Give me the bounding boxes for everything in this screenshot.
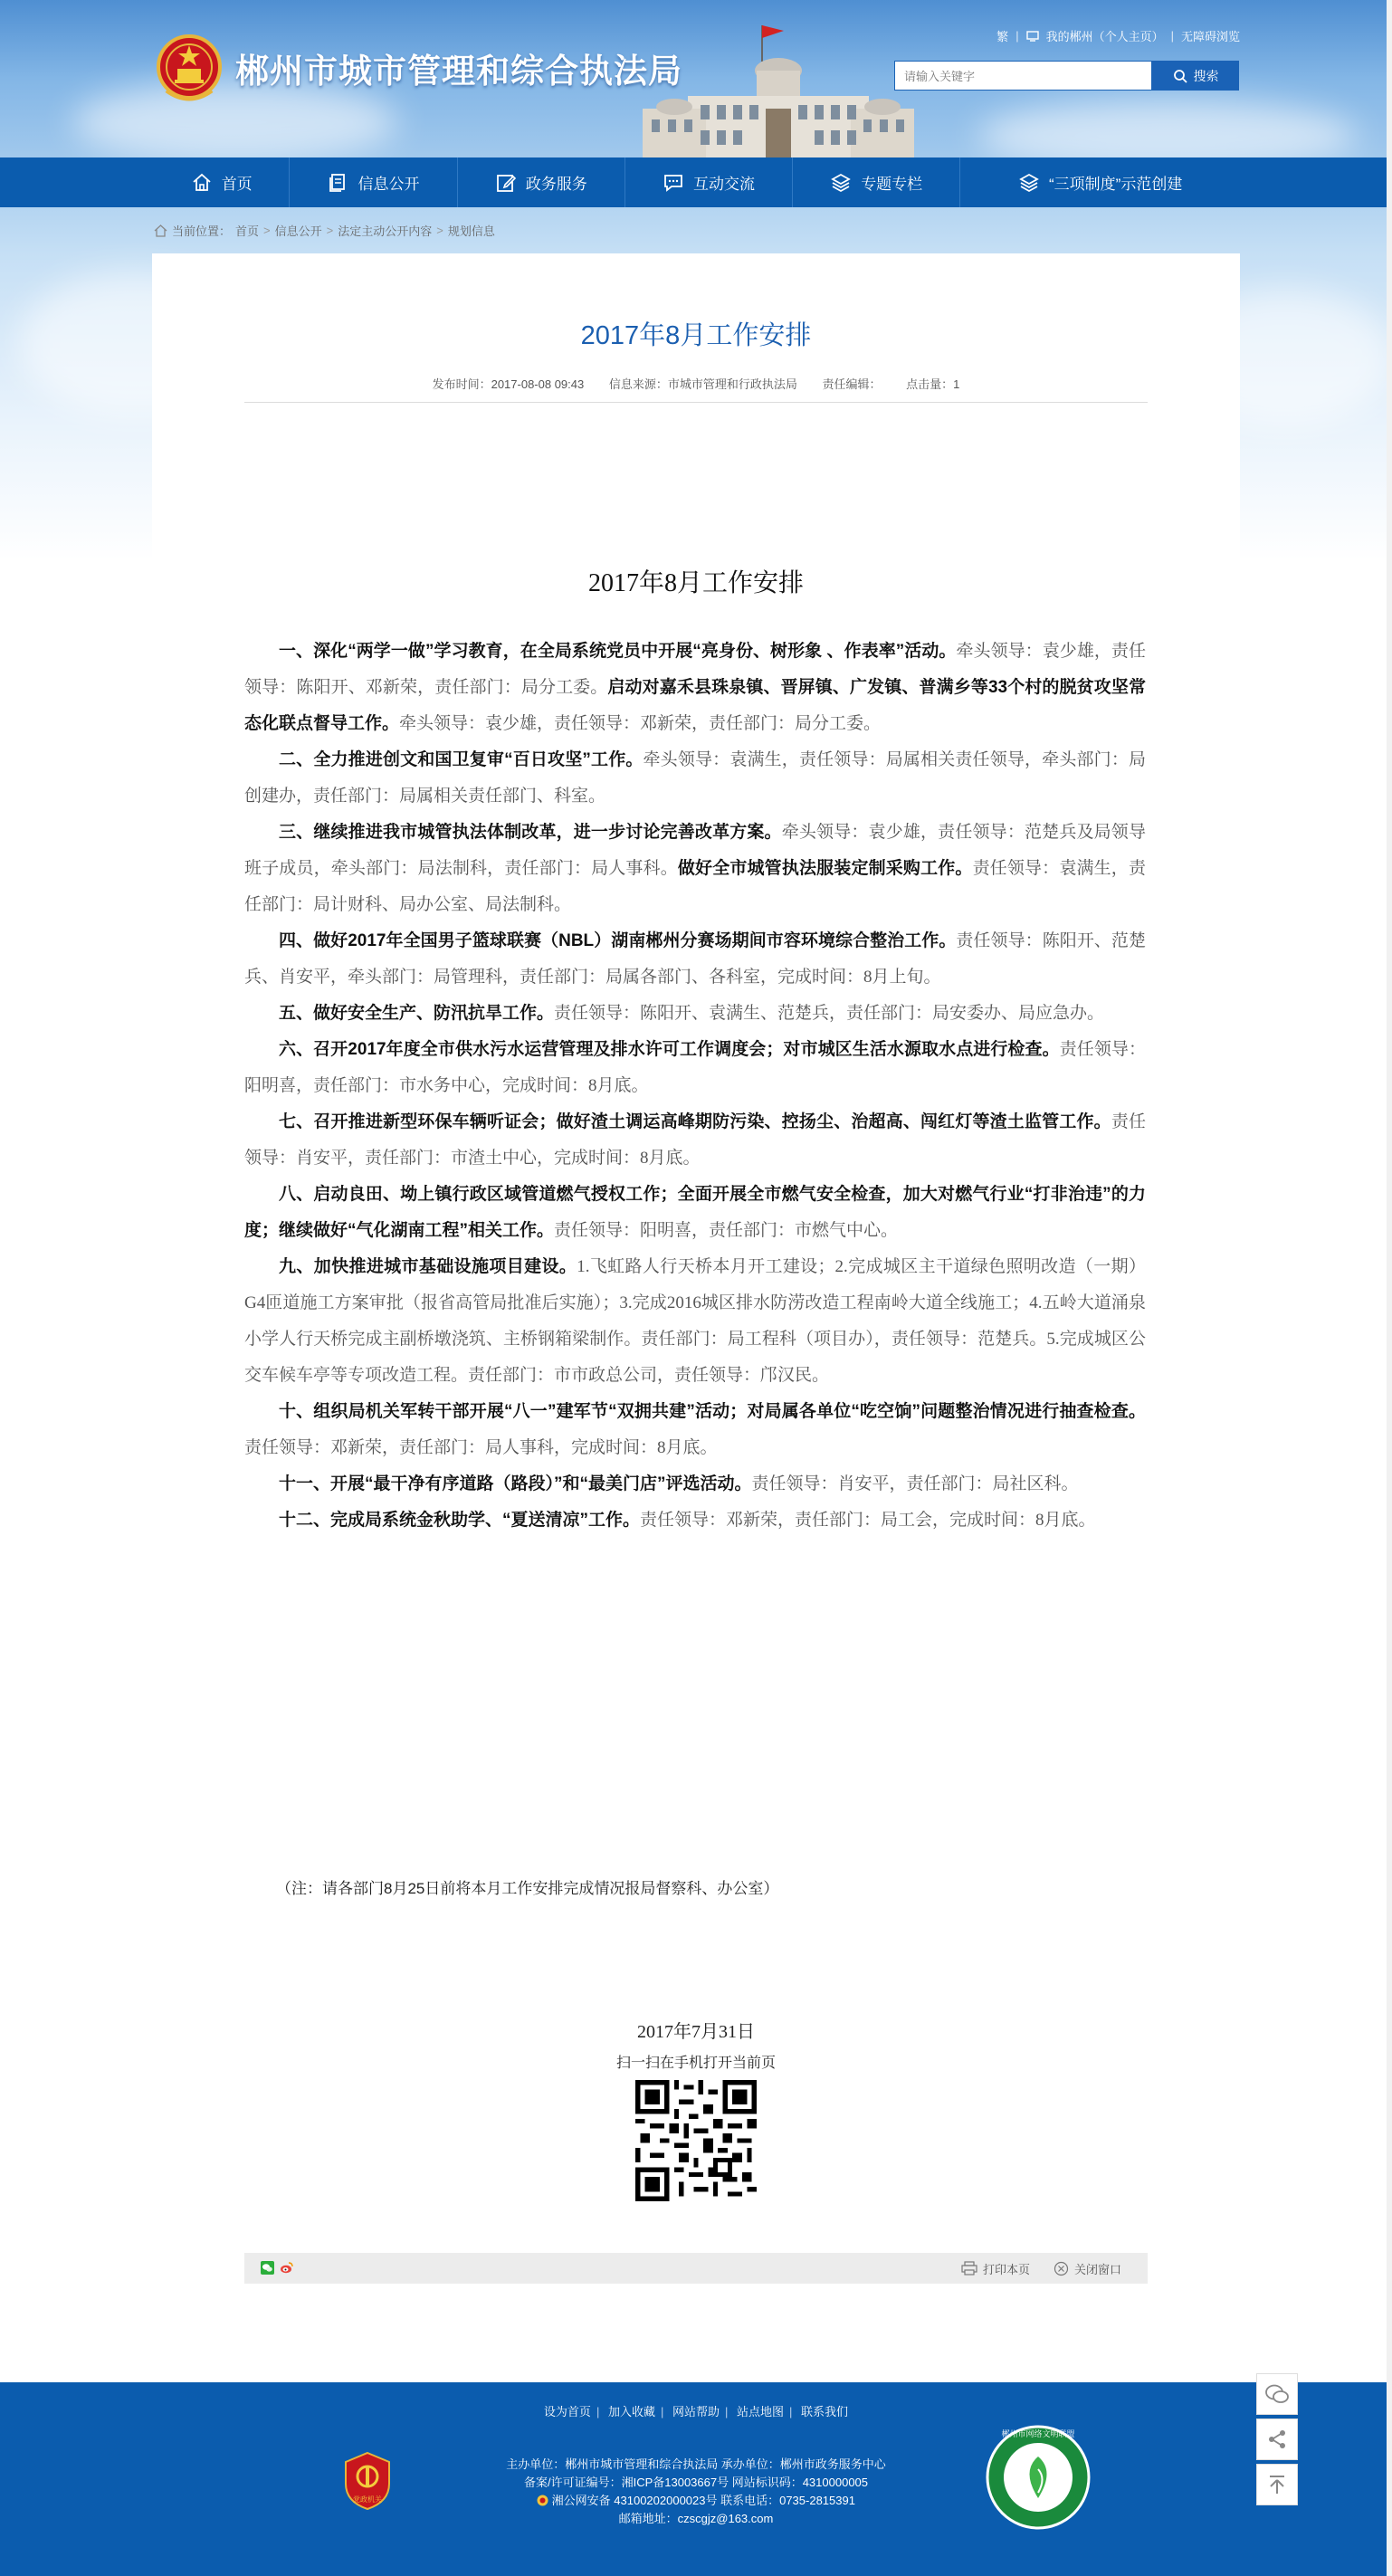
- breadcrumb: 当前位置： 首页 > 信息公开 > 法定主动公开内容 > 规划信息: [154, 222, 495, 239]
- info-source: 信息来源：市城市管理和行政执法局: [608, 377, 797, 391]
- footer-link-add-favorite[interactable]: 加入收藏: [607, 2405, 655, 2419]
- article-meta: [0, 375, 1392, 392]
- traditional-chinese-link[interactable]: 繁: [996, 30, 1009, 43]
- nav-item-home[interactable]: 首页: [154, 157, 290, 207]
- network-civilization-badge[interactable]: [985, 2424, 1092, 2531]
- nav-item-interaction[interactable]: 互动交流: [625, 157, 793, 207]
- floating-toolbar: [1256, 2373, 1298, 2509]
- breadcrumb-item[interactable]: 法定主动公开内容: [338, 224, 433, 238]
- article-paragraph: 五、做好安全生产、防汛抗旱工作。责任领导：陈阳开、袁满生、范楚兵，责任部门：局安委办、局应急办。: [279, 1004, 1105, 1023]
- footer-icp: 备案/许可证编号：湘ICP备13003667号 网站标识码：4310000005: [523, 2476, 869, 2489]
- share-toolbar: [244, 2253, 1148, 2284]
- qr-caption: 扫一扫在手机打开当前页: [615, 2056, 776, 2071]
- breadcrumb-item[interactable]: 信息公开: [274, 224, 322, 238]
- search-button-label: 搜索: [1193, 68, 1219, 83]
- share-icon: [1266, 2428, 1288, 2450]
- nav-item-three-systems[interactable]: “三项制度”示范创建: [960, 157, 1240, 207]
- article-note: （注：请各部门8月25日前将本月工作安排完成情况报局督察科、办公室）: [276, 1880, 779, 1897]
- svg-text:党政机关: 党政机关: [353, 2495, 382, 2504]
- article-paragraph: 十一、开展“最干净有序道路（路段）”和“最美门店”评选活动。责任领导：肖安平，责任部门：局社区科。: [279, 1474, 1079, 1493]
- search-button[interactable]: [1152, 61, 1239, 91]
- footer-link-contact[interactable]: 联系我们: [801, 2405, 849, 2419]
- search-icon: [1173, 69, 1187, 83]
- qr-code-image: [635, 2080, 757, 2201]
- nav-item-government-services[interactable]: 政务服务: [458, 157, 625, 207]
- top-links: 繁 | 我的郴州（个人主页） | 无障碍浏览: [996, 29, 1240, 43]
- article-paragraph: 八、启动良田、坳上镇行政区域管道燃气授权工作；全面开展全市燃气安全检查，加大对燃气行业“打非治违”的力度；继续做好“气化湖南工程”相关工作。责任领导：阳明喜，责任部门：市燃气中心。: [244, 1185, 1146, 1240]
- main-nav: [0, 157, 1392, 207]
- wechat-icon[interactable]: [261, 2261, 274, 2275]
- accessibility-link[interactable]: 无障碍浏览: [1180, 30, 1240, 43]
- breadcrumb-item[interactable]: 首页: [235, 224, 260, 238]
- chat-icon: [663, 172, 684, 194]
- share-float-button[interactable]: [1256, 2419, 1298, 2460]
- my-chenzhou-link[interactable]: 我的郴州（个人主页）: [1045, 30, 1164, 43]
- nav-item-info-disclosure[interactable]: 信息公开: [290, 157, 457, 207]
- wechat-float-button[interactable]: [1256, 2373, 1298, 2415]
- edit-icon: [495, 172, 517, 194]
- footer-police-record: 湘公网安备 43100202000023号 联系电话：0735-2815391: [0, 2491, 1392, 2508]
- footer-links: 设为首页 | 加入收藏 | 网站帮助 | 站点地图 | 联系我们: [543, 2405, 849, 2419]
- police-badge-icon: [537, 2495, 548, 2506]
- footer-email: 邮箱地址：czscgjz@163.com: [618, 2512, 774, 2525]
- publish-time: 发布时间：2017-08-08 09:43: [432, 377, 585, 391]
- arrow-up-icon: [1267, 2474, 1287, 2495]
- print-button[interactable]: 打印本页: [961, 2253, 1030, 2284]
- site-title[interactable]: 郴州市城市管理和综合执法局: [235, 53, 682, 91]
- footer-link-set-homepage[interactable]: 设为首页: [543, 2405, 591, 2419]
- article-paragraph: 六、召开2017年度全市供水污水运营管理及排水许可工作调度会；对市城区生活水源取水点进行检查。责任领导：阳明喜，责任部门：市水务中心，完成时间：8月底。: [244, 1040, 1146, 1095]
- article-paragraph: 三、继续推进我市城管执法体制改革，进一步讨论完善改革方案。牵头领导：袁少雄，责任领导：范楚兵及局领导班子成员，牵头部门：局法制科，责任部门：局人事科。做好全市城管执法服装定制采购工作。责任领导：袁满生，责任部门：局计财科、局办公室、局法制科。: [244, 823, 1146, 914]
- footer-link-help[interactable]: 网站帮助: [672, 2405, 720, 2419]
- monitor-icon: [1026, 31, 1039, 42]
- home-icon: [191, 172, 213, 194]
- weibo-icon[interactable]: [280, 2261, 293, 2275]
- close-window-button[interactable]: 关闭窗口: [1054, 2253, 1121, 2284]
- divider: [244, 402, 1148, 403]
- breadcrumb-prefix: 当前位置：: [172, 224, 232, 238]
- government-building-image: [624, 18, 932, 158]
- document-title: 2017年8月工作安排: [587, 569, 804, 597]
- svg-text:郴州市网络文明联盟: 郴州市网络文明联盟: [1001, 2430, 1075, 2439]
- page-title: 2017年8月工作安排: [580, 321, 812, 350]
- footer: [0, 2382, 1392, 2576]
- national-emblem-icon: [156, 33, 223, 105]
- click-count: 点击量：1: [906, 377, 960, 391]
- back-to-top-button[interactable]: [1256, 2464, 1298, 2505]
- article-paragraph: 十二、完成局系统金秋助学、“夏送清凉”工作。责任领导：邓新荣，责任部门：局工会，完成时间：8月底。: [279, 1511, 1096, 1530]
- layers-icon: [830, 172, 852, 194]
- article-paragraph: 二、全力推进创文和国卫复审“百日攻坚”工作。牵头领导：袁满生，责任领导：局属相关责任领导，牵头部门：局创建办，责任部门：局属相关责任部门、科室。: [244, 750, 1146, 806]
- footer-sponsor: 主办单位：郴州市城市管理和综合执法局 承办单位：郴州市政务服务中心: [506, 2457, 886, 2471]
- nav-item-special-topics[interactable]: 专题专栏: [793, 157, 960, 207]
- editor: 责任编辑：: [822, 377, 882, 391]
- page-scrollbar[interactable]: [1387, 0, 1392, 2576]
- footer-link-sitemap[interactable]: 站点地图: [737, 2405, 785, 2419]
- layers-icon: [1018, 172, 1040, 194]
- article-paragraph: 四、做好2017年全国男子篮球联赛（NBL）湖南郴州分赛场期间市容环境综合整治工作。责任领导：陈阳开、范楚兵、肖安平，牵头部门：局管理科，责任部门：局属各部门、各科室，完成时间：8月上旬。: [244, 931, 1146, 987]
- article-body: [244, 634, 1146, 1539]
- close-icon: [1054, 2261, 1069, 2276]
- search-input[interactable]: [895, 62, 1150, 91]
- breadcrumb-item[interactable]: 规划信息: [447, 224, 495, 238]
- article-paragraph: 九、加快推进城市基础设施项目建设。1.飞虹路人行天桥本月开工建设；2.完成城区主干道绿色照明改造（一期）G4匝道施工方案审批（报省高管局批准后实施）；3.完成2016城区排水防涝改造工程南岭大道全线施工；4.五岭大道涌泉小学人行天桥完成主副桥墩浇筑、主桥钢箱梁制作。责任部门：局工程科（项目办），责任领导：范楚兵。5.完成城区公交车候车亭等专项改造工程。责任部门：市市政总公司，责任领导：邝汉民。: [244, 1257, 1146, 1385]
- home-icon: [154, 224, 167, 237]
- search-box: [894, 61, 1152, 91]
- documents-icon: [327, 172, 348, 194]
- printer-icon: [961, 2261, 977, 2275]
- article-date: 2017年7月31日: [637, 2022, 755, 2042]
- article-paragraph: 七、召开推进新型环保车辆听证会；做好渣土调运高峰期防污染、控扬尘、治超高、闯红灯等渣土监管工作。责任领导：肖安平，责任部门：市渣土中心，完成时间：8月底。: [244, 1112, 1146, 1168]
- article-paragraph: 十、组织局机关军转干部开展“八一”建军节“双拥共建”活动；对局属各单位“吃空饷”问题整治情况进行抽查检查。责任领导：邓新荣，责任部门：局人事科，完成时间：8月底。: [244, 1402, 1146, 1457]
- wechat-icon: [1264, 2383, 1290, 2405]
- article-paragraph: 一、深化“两学一做”学习教育，在全局系统党员中开展“亮身份、树形象 、作表率”活动。牵头领导：袁少雄，责任领导：陈阳开、邓新荣，责任部门：局分工委。启动对嘉禾县珠泉镇、晋屏镇、广发镇、普满乡等33个村的脱贫攻坚常态化联点督导工作。牵头领导：袁少雄，责任领导：邓新荣，责任部门：局分工委。: [244, 642, 1146, 733]
